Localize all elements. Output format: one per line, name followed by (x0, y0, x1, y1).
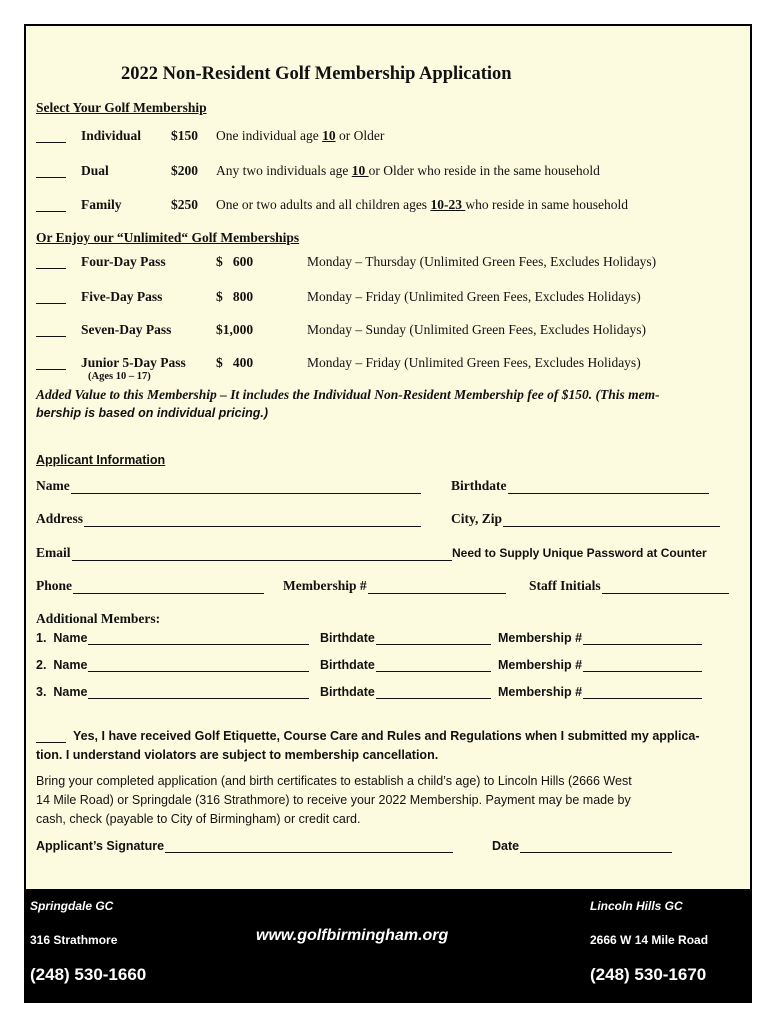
applicant-info-header: Applicant Information (36, 453, 166, 467)
address-field[interactable]: Address (36, 511, 421, 527)
additional-members-header: Additional Members: (36, 611, 161, 626)
pass-desc: Monday – Thursday (Unlimited Green Fees, Excludes Holidays) (307, 254, 657, 269)
pass-name: Four-Day Pass (81, 254, 166, 269)
checkbox-line[interactable] (36, 165, 66, 178)
member-name-field[interactable]: 2. Name (36, 657, 309, 672)
member-birthdate-field[interactable]: Birthdate (320, 684, 491, 699)
membership-name: Individual (81, 128, 142, 143)
pass-name: Junior 5-Day Pass (81, 355, 186, 370)
pass-name: Seven-Day Pass (81, 322, 172, 337)
staff-initials-field[interactable]: Staff Initials (529, 578, 729, 594)
springdale-name: Springdale GC (30, 899, 114, 913)
pass-desc: Monday – Friday (Unlimited Green Fees, Excludes Holidays) (307, 355, 641, 370)
phone-field[interactable]: Phone (36, 578, 264, 594)
pass-price: $ 800 (216, 289, 254, 304)
checkbox-line[interactable] (36, 324, 66, 337)
instructions-line: Bring your completed application (and birth certificates to establish a child’s age) to Lincoln Hills (2666 West (36, 774, 632, 788)
member-name-field[interactable]: 1. Name (36, 630, 309, 645)
added-value-note: Added Value to this Membership – It includes the Individual Non-Resident Membership fee of $150. (This mem- (36, 387, 660, 402)
pass-desc: Monday – Friday (Unlimited Green Fees, Excludes Holidays) (307, 289, 641, 304)
unlimited-header: Or Enjoy our “Unlimited“ Golf Memberships (36, 230, 300, 245)
acknowledgement-text-cont: tion. I understand violators are subject to membership cancellation. (36, 748, 439, 762)
password-note: Need to Supply Unique Password at Counter (452, 546, 707, 560)
checkbox-line[interactable] (36, 357, 66, 370)
member-birthdate-field[interactable]: Birthdate (320, 657, 491, 672)
form-title: 2022 Non-Resident Golf Membership Application (121, 64, 512, 84)
pass-price: $ 400 (216, 355, 254, 370)
springdale-phone: (248) 530-1660 (30, 965, 147, 984)
city-zip-field[interactable]: City, Zip (451, 511, 720, 527)
springdale-address: 316 Strathmore (30, 933, 118, 947)
membership-desc: One individual age 10 or Older (216, 128, 385, 143)
member-membership-field[interactable]: Membership # (498, 630, 702, 645)
date-field[interactable]: Date (492, 838, 672, 853)
footer-contact-bar (26, 889, 750, 1001)
member-name-field[interactable]: 3. Name (36, 684, 309, 699)
lincoln-hills-name: Lincoln Hills GC (590, 899, 683, 913)
instructions-line: 14 Mile Road) or Springdale (316 Strathmore) to receive your 2022 Membership. Payment may be made by (36, 793, 631, 807)
checkbox-line[interactable] (36, 130, 66, 143)
checkbox-line[interactable] (36, 291, 66, 304)
membership-price: $150 (171, 128, 198, 143)
membership-desc: One or two adults and all children ages 10-23 who reside in same household (216, 197, 629, 212)
added-value-note-cont: bership is based on individual pricing.) (36, 406, 268, 420)
membership-name: Dual (81, 163, 109, 178)
instructions-line: cash, check (payable to City of Birmingham) or credit card. (36, 812, 361, 826)
lincoln-hills-address: 2666 W 14 Mile Road (590, 933, 709, 947)
pass-name: Five-Day Pass (81, 289, 163, 304)
birthdate-field[interactable]: Birthdate (451, 478, 709, 494)
membership-number-field[interactable]: Membership # (283, 578, 506, 594)
website-link[interactable]: www.golfbirmingham.org (256, 927, 449, 944)
email-field[interactable]: Email (36, 545, 452, 561)
member-membership-field[interactable]: Membership # (498, 684, 702, 699)
signature-field[interactable]: Applicant’s Signature (36, 838, 453, 853)
member-membership-field[interactable]: Membership # (498, 657, 702, 672)
pass-desc: Monday – Sunday (Unlimited Green Fees, Excludes Holidays) (307, 322, 646, 337)
acknowledgement-text: Yes, I have received Golf Etiquette, Course Care and Rules and Regulations when I submitted my applica- (73, 729, 700, 743)
membership-name: Family (81, 197, 122, 212)
application-form (24, 24, 752, 1003)
pass-price: $ 600 (216, 254, 254, 269)
select-membership-header: Select Your Golf Membership (36, 100, 207, 115)
member-birthdate-field[interactable]: Birthdate (320, 630, 491, 645)
lincoln-hills-phone: (248) 530-1670 (590, 965, 707, 984)
membership-price: $250 (171, 197, 198, 212)
pass-price: $1,000 (216, 322, 254, 337)
checkbox-line[interactable] (36, 199, 66, 212)
junior-ages-note: (Ages 10 – 17) (88, 371, 151, 382)
membership-desc: Any two individuals age 10 or Older who reside in the same household (216, 163, 600, 178)
acknowledgement-checkbox-line[interactable] (36, 730, 66, 743)
name-field[interactable]: Name (36, 478, 421, 494)
membership-price: $200 (171, 163, 198, 178)
checkbox-line[interactable] (36, 256, 66, 269)
